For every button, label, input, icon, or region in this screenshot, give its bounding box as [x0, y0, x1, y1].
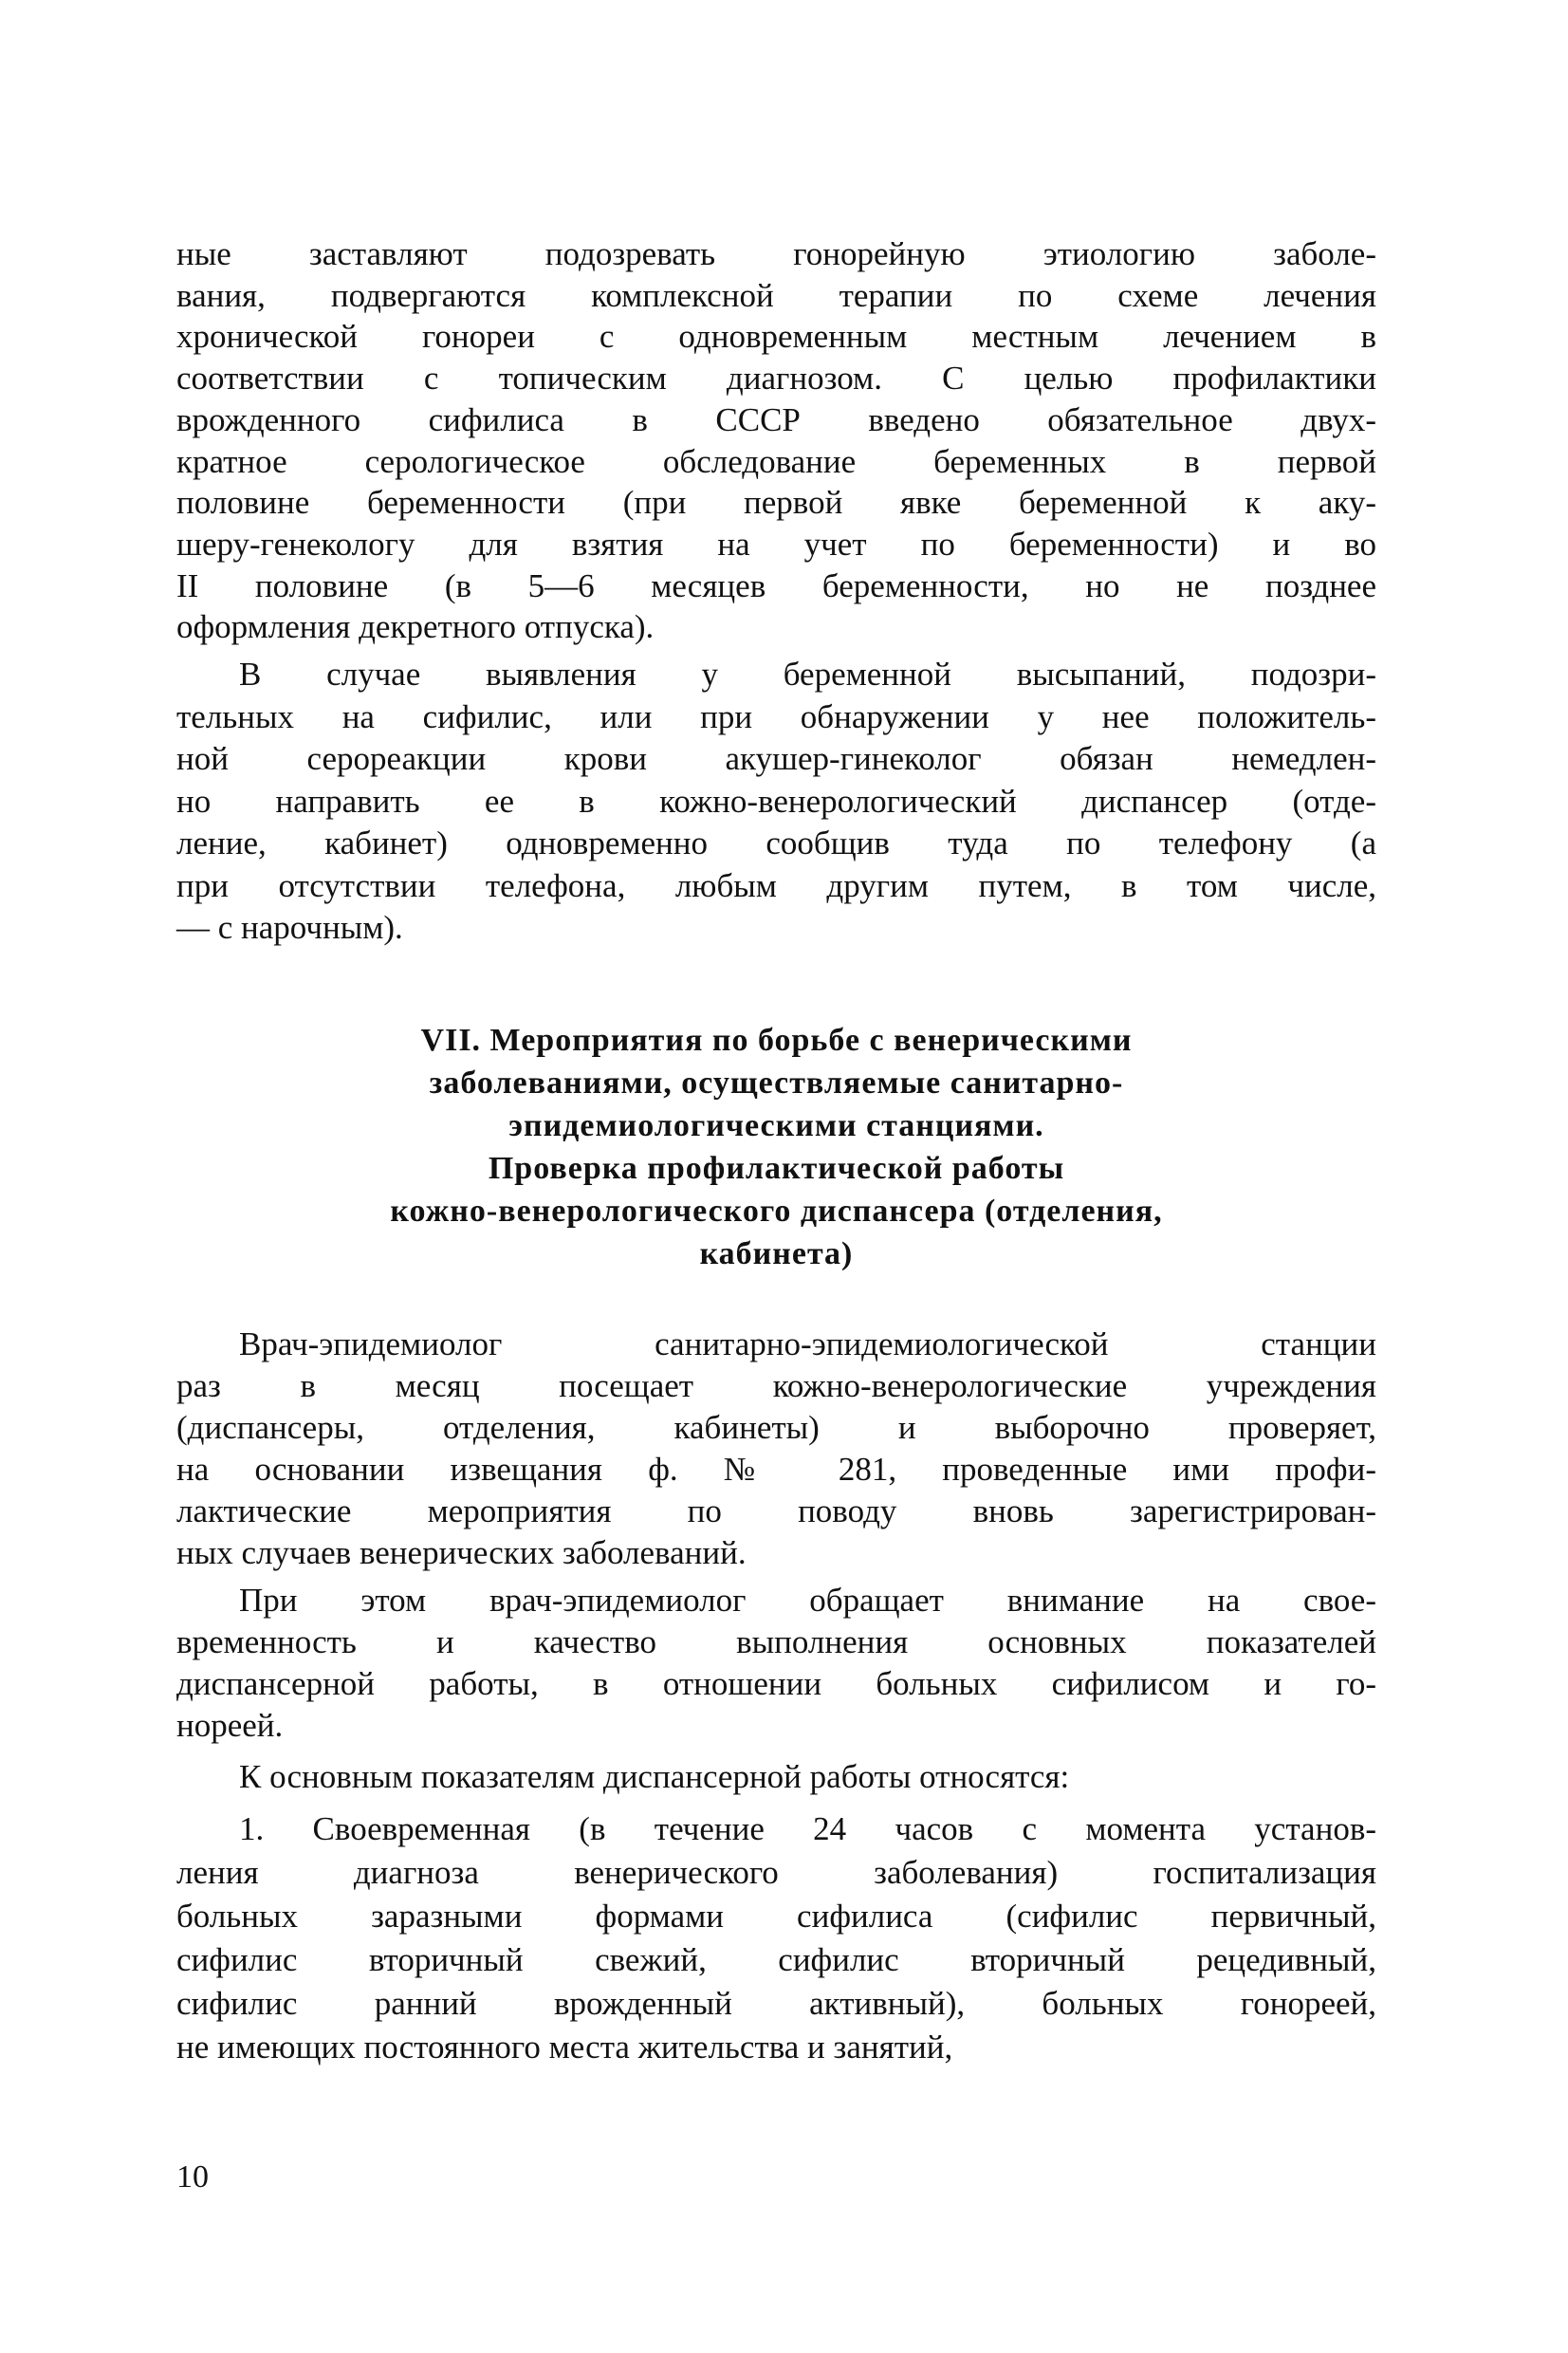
text-line: — с нарочным). [176, 909, 403, 946]
text-line: К основным показателям диспансерной работы относятся: [239, 1758, 1070, 1795]
heading-line: заболеваниями, осуществляемые санитарно- [429, 1065, 1124, 1101]
text-line: хронической гонореи с одновременным местным лечением в [176, 318, 1376, 356]
text-line: (диспансеры, отделения, кабинеты) и выборочно проверяет, [176, 1409, 1376, 1446]
text-line: Врач-эпидемиолог санитарно-эпидемиологической станции [239, 1325, 1376, 1362]
text-line: В случае выявления у беременной высыпаний, подозри- [239, 656, 1376, 693]
text-line: соответствии с топическим диагнозом. С целью профилактики [176, 360, 1376, 398]
paragraph-pregnancy-referral [176, 654, 1376, 950]
heading-line: кабинета) [699, 1236, 854, 1271]
paragraph-indicators-intro [176, 1756, 1376, 1798]
text-line: шеру-генекологу для взятия на учет по беременности) и во [176, 525, 1376, 563]
text-line: врожденного сифилиса в СССР введено обязательное двух- [176, 400, 1376, 438]
text-line: ных случаев венерических заболеваний. [176, 1534, 747, 1571]
text-line: вания, подвергаются комплексной терапии по схеме лечения [176, 276, 1376, 314]
heading-line: кожно-венерологического диспансера (отделения, [390, 1194, 1163, 1229]
text-line: ные заставляют подозревать гонорейную этиологию заболе- [176, 235, 1376, 272]
text-line: кратное серологическое обследование беременных в первой [176, 442, 1376, 480]
text-line: тельных на сифилис, или при обнаружении у нее положитель- [176, 697, 1376, 735]
text-line: 1. Своевременная (в течение 24 часов с момента установ- [239, 1810, 1376, 1847]
text-line: половине беременности (при первой явке беременной к аку- [176, 484, 1376, 522]
text-line: диспансерной работы, в отношении больных сифилисом и го- [176, 1665, 1376, 1702]
text-line: II половине (в 5—6 месяцев беременности, но не позднее [176, 566, 1376, 604]
text-line: но направить ее в кожно-венерологический диспансер (отде- [176, 782, 1376, 820]
text-line: не имеющих постоянного места жительства и занятий, [176, 2029, 953, 2066]
page-number: 10 [176, 2159, 209, 2195]
text-line: ления диагноза венерического заболевания) госпитализация [176, 1854, 1376, 1891]
text-line: При этом врач-эпидемиолог обращает внимание на свое- [239, 1582, 1376, 1619]
paragraph-attention [176, 1580, 1376, 1747]
text-line: больных заразными формами сифилиса (сифилис первичный, [176, 1898, 1376, 1935]
text-line: при отсутствии телефона, любым другим путем, в том числе, [176, 866, 1376, 904]
heading-line: эпидемиологическими станциями. [508, 1108, 1044, 1143]
text-line: сифилис ранний врожденный активный), больных гонореей, [176, 1985, 1376, 2022]
paragraph-indicator-1 [176, 1807, 1376, 2069]
section-heading [176, 1019, 1376, 1275]
paragraph-epidemiologist-visits [176, 1324, 1376, 1574]
heading-line: VII. Мероприятия по борьбе с венерическими [420, 1023, 1133, 1058]
heading-line: Проверка профилактической работы [488, 1151, 1065, 1186]
text-line: оформления декретного отпуска). [176, 608, 655, 646]
text-line: нореей. [176, 1707, 284, 1744]
text-line: сифилис вторичный свежий, сифилис вторичный рецедивный, [176, 1941, 1376, 1978]
text-line: ление, кабинет) одновременно сообщив туда по телефону (а [176, 824, 1376, 862]
paragraph-continuation [176, 233, 1376, 648]
text-line: временность и качество выполнения основных показателей [176, 1623, 1376, 1660]
text-line: на основании извещания ф. № 281, проведенные ими профи- [176, 1451, 1376, 1488]
text-line: ной серореакции крови акушер-гинеколог обязан немедлен- [176, 740, 1376, 777]
text-line: лактические мероприятия по поводу вновь зарегистрирован- [176, 1492, 1376, 1529]
text-line: раз в месяц посещает кожно-венерологические учреждения [176, 1367, 1376, 1404]
